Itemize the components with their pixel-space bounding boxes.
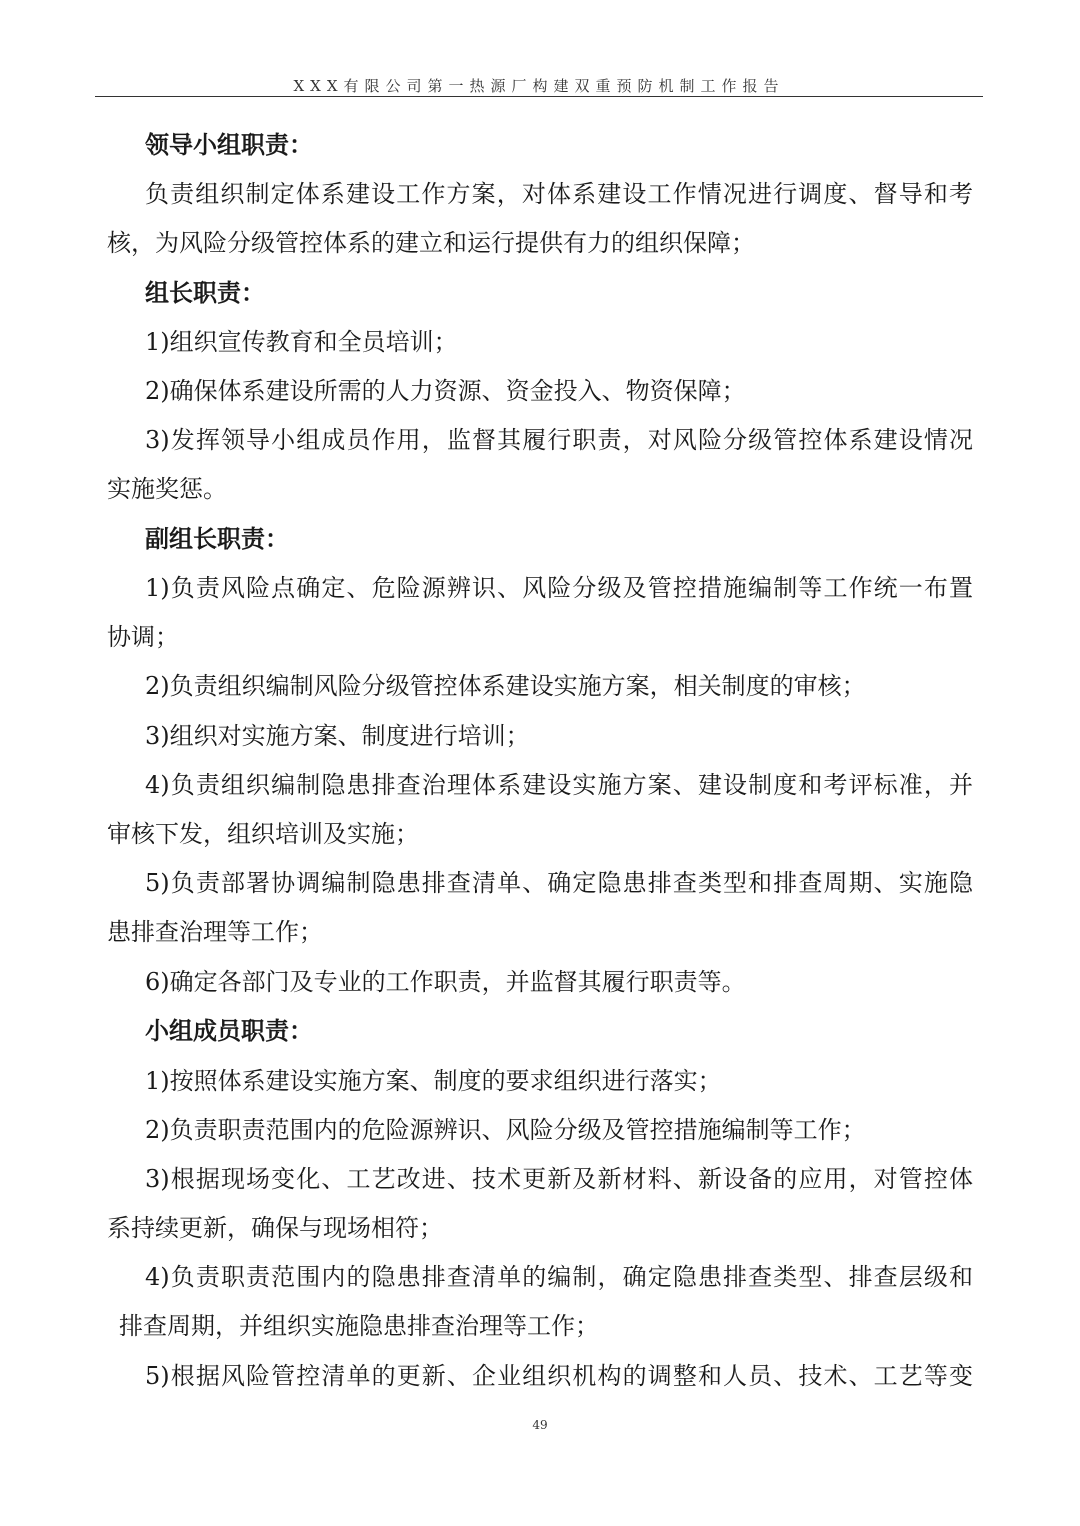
- section-title-leader-group: 领导小组职责：: [145, 130, 313, 159]
- list-item: 2)负责组织编制风险分级管控体系建设实施方案，相关制度的审核；: [145, 672, 866, 700]
- list-item: 2)确保体系建设所需的人力资源、资金投入、物资保障；: [145, 377, 746, 405]
- list-item-continuation: 审核下发，组织培训及实施；: [107, 820, 419, 848]
- list-item-continuation: 实施奖惩。: [107, 475, 227, 503]
- page-number: 49: [532, 1418, 548, 1432]
- list-item-continuation: 协调；: [107, 623, 179, 651]
- page-header: XXX有限公司第一热源厂构建双重预防机制工作报告: [95, 76, 983, 97]
- list-item: 1)负责风险点确定、危险源辨识、风险分级及管控措施编制等工作统一布置: [145, 574, 973, 602]
- paragraph-line: 负责组织制定体系建设工作方案，对体系建设工作情况进行调度、督导和考: [145, 180, 973, 208]
- section-title-group-leader: 组长职责：: [145, 278, 265, 307]
- list-item: 1)组织宣传教育和全员培训；: [145, 328, 458, 356]
- list-item-continuation: 患排查治理等工作；: [107, 918, 323, 946]
- list-item: 2)负责职责范围内的危险源辨识、风险分级及管控措施编制等工作；: [145, 1116, 866, 1144]
- list-item: 5)根据风险管控清单的更新、企业组织机构的调整和人员、技术、工艺等变: [145, 1362, 973, 1390]
- section-title-members: 小组成员职责：: [145, 1016, 313, 1045]
- list-item: 3)发挥领导小组成员作用，监督其履行职责，对风险分级管控体系建设情况: [145, 426, 973, 454]
- paragraph-line: 核，为风险分级管控体系的建立和运行提供有力的组织保障；: [107, 229, 755, 257]
- list-item: 4)负责组织编制隐患排查治理体系建设实施方案、建设制度和考评标准，并: [145, 771, 973, 799]
- list-item-continuation: 系持续更新，确保与现场相符；: [107, 1214, 443, 1242]
- section-title-deputy-leader: 副组长职责：: [145, 524, 289, 553]
- list-item: 3)根据现场变化、工艺改进、技术更新及新材料、新设备的应用，对管控体: [145, 1165, 973, 1193]
- list-item-continuation: 排查周期，并组织实施隐患排查治理等工作；: [119, 1312, 599, 1340]
- list-item: 5)负责部署协调编制隐患排查清单、确定隐患排查类型和排查周期、实施隐: [145, 869, 973, 897]
- list-item: 6)确定各部门及专业的工作职责，并监督其履行职责等。: [145, 968, 746, 996]
- list-item: 1)按照体系建设实施方案、制度的要求组织进行落实；: [145, 1067, 722, 1095]
- list-item: 4)负责职责范围内的隐患排查清单的编制，确定隐患排查类型、排查层级和: [145, 1263, 973, 1291]
- list-item: 3)组织对实施方案、制度进行培训；: [145, 722, 530, 750]
